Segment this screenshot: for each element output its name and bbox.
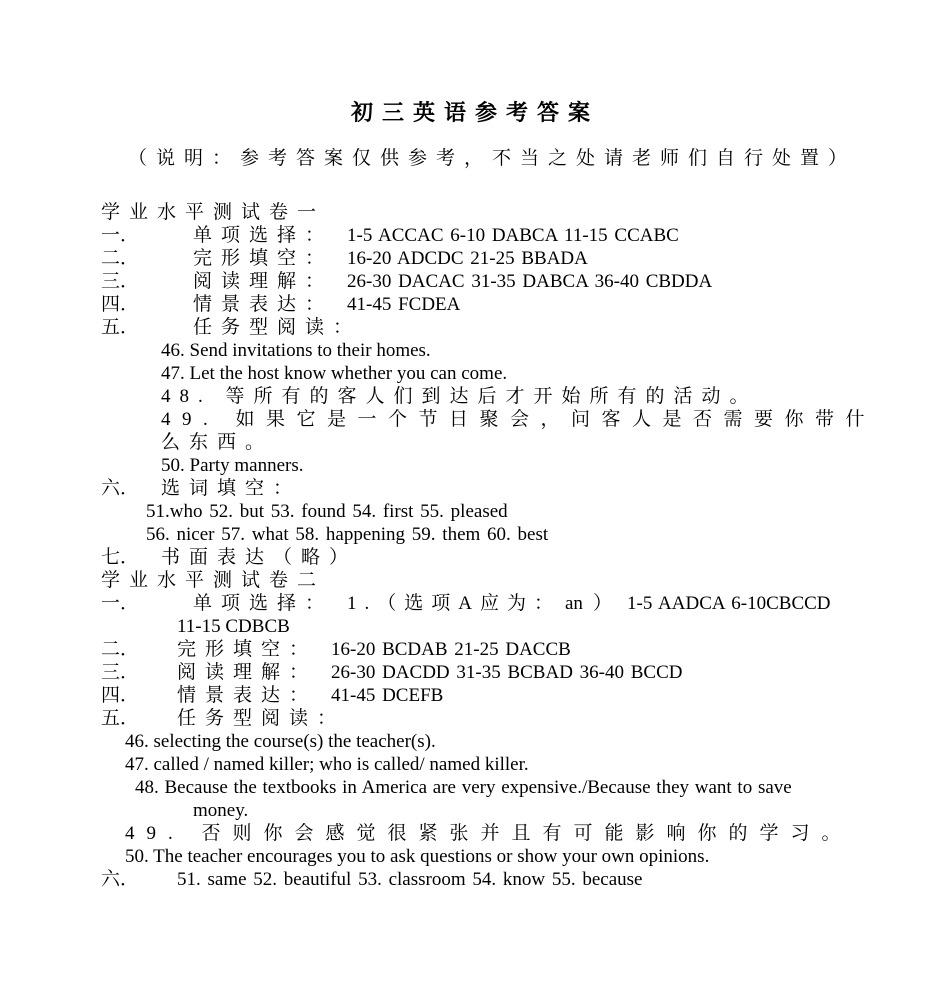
explanatory-note: （说明：参考答案仅供参考，不当之处请老师们自行处置） [128, 148, 857, 169]
section-label: 单项选择： [193, 593, 334, 614]
paper1-answer-47: 47. Let the host know whether you can come. [161, 363, 508, 384]
section-label: 完形填空： [177, 639, 318, 660]
paper2-answer-49: 49. 否则你会感觉很紧张并且有可能影响你的学习。 [125, 823, 853, 844]
paper2-answer-48-line1: 48. Because the textbooks in America are very expensive./Because they want to save [135, 777, 792, 798]
section-answer: 16-20 ADCDC 21-25 BBADA [347, 248, 588, 269]
paper2-answer-48-line2: money. [193, 800, 249, 821]
section-number: 三． [101, 662, 140, 683]
section-label: 任务型阅读： [193, 317, 362, 338]
section-number: 四． [101, 294, 140, 315]
paper1-answer-48: 48. 等所有的客人们到达后才开始所有的活动。 [161, 386, 758, 407]
section-number: 一． [101, 225, 140, 246]
section-answer: 41-45 FCDEA [347, 294, 461, 315]
section-note-prefix: 1.（选项A应为： [347, 593, 561, 614]
paper2-section-1-continued: 11-15 CDBCB [177, 616, 290, 637]
section-answer: 1-5 AADCA 6-10CBCCD [627, 593, 831, 614]
section-answer: 26-30 DACAC 31-35 DABCA 36-40 CBDDA [347, 271, 713, 292]
paper1-answer-50: 50. Party manners. [161, 455, 304, 476]
section-label: 完形填空： [193, 248, 334, 269]
section-label: 单项选择： [193, 225, 334, 246]
paper1-answer-49-line2: 么东西。 [161, 432, 274, 453]
section-number: 一． [101, 593, 140, 614]
section-answer: 41-45 DCEFB [331, 685, 444, 706]
paper1-answers-51-55: 51.who 52. but 53. found 54. first 55. pleased [146, 501, 508, 522]
section-label: 书面表达（略） [161, 547, 358, 568]
section-label: 任务型阅读： [177, 708, 346, 729]
section-answer: 16-20 BCDAB 21-25 DACCB [331, 639, 571, 660]
paper1-answer-49-line1: 49. 如果它是一个节日聚会，问客人是否需要你带什 [161, 409, 877, 430]
section-label: 情景表达： [193, 294, 334, 315]
paper2-answer-50: 50. The teacher encourages you to ask questions or show your own opinions. [125, 846, 710, 867]
section-note-close: ） [593, 593, 613, 614]
paper2-heading: 学业水平测试卷二 [101, 570, 326, 591]
paper2-answer-47: 47. called / named killer; who is called/ named killer. [125, 754, 529, 775]
paper2-answer-46: 46. selecting the course(s) the teacher(s). [125, 731, 436, 752]
section-number: 二． [101, 639, 140, 660]
section-number: 三． [101, 271, 140, 292]
section-label: 选词填空： [161, 478, 302, 499]
section-note-word: an [565, 593, 583, 614]
paper1-answer-46: 46. Send invitations to their homes. [161, 340, 431, 361]
section-answer: 51. same 52. beautiful 53. classroom 54. know 55. because [177, 869, 643, 890]
paper1-heading: 学业水平测试卷一 [101, 202, 326, 223]
section-number: 四． [101, 685, 140, 706]
section-label: 阅读理解： [193, 271, 334, 292]
section-number: 七． [101, 547, 140, 568]
section-number: 六． [101, 869, 140, 890]
section-label: 情景表达： [177, 685, 318, 706]
section-number: 五． [101, 708, 140, 729]
section-answer: 1-5 ACCAC 6-10 DABCA 11-15 CCABC [347, 225, 679, 246]
section-number: 五． [101, 317, 140, 338]
section-number: 六． [101, 478, 140, 499]
paper1-answers-56-60: 56. nicer 57. what 58. happening 59. them 60. best [146, 524, 549, 545]
section-answer: 26-30 DACDD 31-35 BCBAD 36-40 BCCD [331, 662, 683, 683]
section-label: 阅读理解： [177, 662, 318, 683]
section-number: 二． [101, 248, 140, 269]
document-title: 初三英语参考答案 [350, 100, 599, 125]
